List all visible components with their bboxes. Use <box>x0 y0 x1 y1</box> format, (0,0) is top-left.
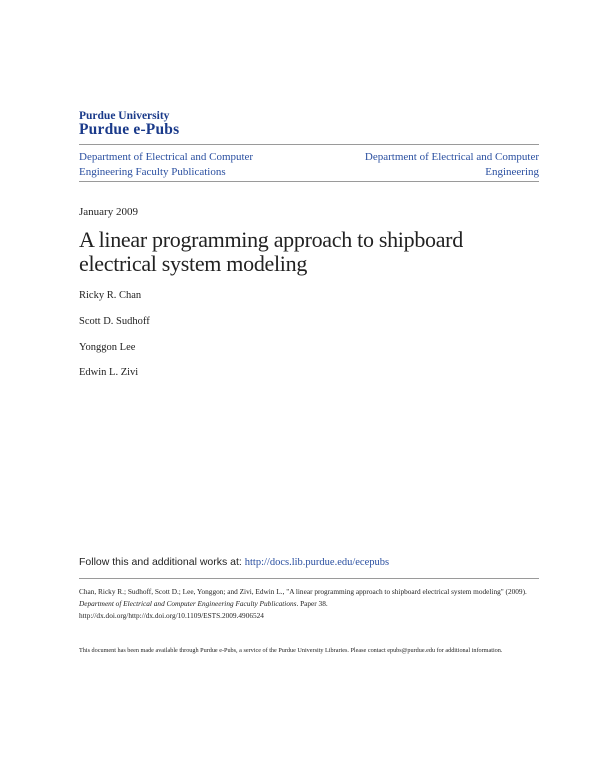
follow-works-line <box>79 556 389 568</box>
follow-link[interactable]: http://docs.lib.purdue.edu/ecepubs <box>244 557 390 568</box>
series-link-department[interactable]: Department of Electrical and Computer Engineering <box>364 151 539 178</box>
citation-doi-link[interactable]: http://dx.doi.org/http://dx.doi.org/10.1109/ESTS.2009.4906524 <box>79 611 264 620</box>
author-name: Scott D. Sudhoff <box>79 316 150 327</box>
availability-notice: This document has been made available through Purdue e-Pubs, a service of the Purdue University Libraries. Please contact epubs@purdue.edu for additional information. <box>79 647 503 654</box>
author-name: Edwin L. Zivi <box>79 367 139 378</box>
repository-name[interactable]: Purdue e-Pubs <box>79 121 180 138</box>
university-name: Purdue University <box>79 110 170 122</box>
publication-date: January 2009 <box>79 206 138 218</box>
citation-text: Chan, Ricky R.; Sudhoff, Scott D.; Lee, Yonggon; and Zivi, Edwin L., "A linear programming approach to shipboard electrical system modeling" (2009). <box>79 587 527 596</box>
follow-label: Follow this and additional works at: <box>79 556 245 568</box>
recommended-citation <box>79 586 539 622</box>
series-link-faculty-publications[interactable]: Department of Electrical and Computer Engineering Faculty Publications <box>79 151 254 178</box>
footer-divider <box>79 578 539 579</box>
citation-paper: . Paper 38. <box>296 599 328 608</box>
author-name: Ricky R. Chan <box>79 290 142 301</box>
header-divider <box>79 181 539 182</box>
top-divider <box>79 144 539 145</box>
paper-title: A linear programming approach to shipboard electrical system modeling <box>79 227 463 276</box>
citation-journal: Department of Electrical and Computer Engineering Faculty Publications <box>79 599 297 608</box>
author-name: Yonggon Lee <box>79 342 136 353</box>
